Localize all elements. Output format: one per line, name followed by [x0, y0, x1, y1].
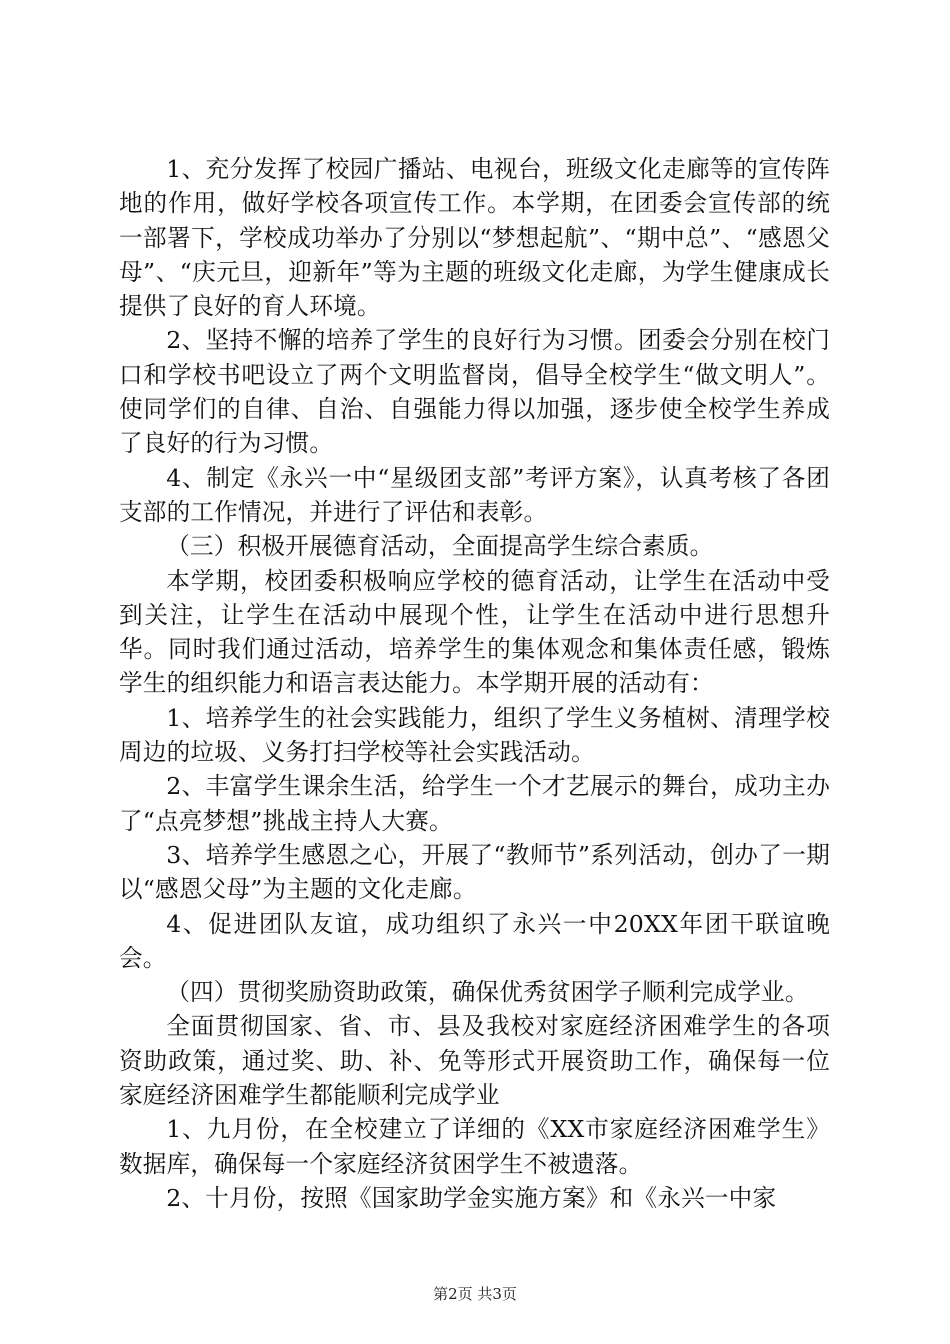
- page-number-footer: 第2页 共3页: [433, 1285, 517, 1303]
- paragraph-behavior-habits: 2、坚持不懈的培养了学生的良好行为习惯。团委会分别在校门口和学校书吧设立了两个文明监督岗，倡导全校学生“做文明人”。使同学们的自律、自治、自强能力得以加强，逐步使全校学生养成了良好的行为习惯。: [119, 326, 830, 458]
- paragraph-database: 1、九月份，在全校建立了详细的《XX市家庭经济困难学生》数据库，确保每一个家庭经济贫困学生不被遗落。: [119, 1115, 830, 1178]
- paragraph-party: 4、促进团队友谊，成功组织了永兴一中20XX年团干联谊晚会。: [119, 909, 830, 972]
- paragraph-promotion: 1、充分发挥了校园广播站、电视台，班级文化走廊等的宣传阵地的作用，做好学校各项宣传工作。本学期，在团委会宣传部的统一部署下，学校成功举办了分别以“梦想起航”、“期中总”、“感恩父母”、“庆元旦，迎新年”等为主题的班级文化走廊，为学生健康成长提供了良好的育人环境。: [119, 155, 830, 321]
- paragraph-social-practice: 1、培养学生的社会实践能力，组织了学生义务植树、清理学校周边的垃圾、义务打扫学校等社会实践活动。: [119, 703, 830, 767]
- paragraph-aid-policy: 全面贯彻国家、省、市、县及我校对家庭经济困难学生的各项资助政策，通过奖、助、补、免等形式开展资助工作，确保每一位家庭经济困难学生都能顺利完成学业: [119, 1012, 830, 1110]
- paragraph-host-contest: 2、丰富学生课余生活，给学生一个才艺展示的舞台，成功主办了“点亮梦想”挑战主持人大赛。: [119, 772, 830, 835]
- paragraph-star-branch: 4、制定《永兴一中“星级团支部”考评方案》，认真考核了各团支部的工作情况，并进行了评估和表彰。: [119, 463, 830, 526]
- section-heading-moral-activities: （三）积极开展德育活动，全面提高学生综合素质。: [166, 532, 714, 561]
- paragraph-gratitude: 3、培养学生感恩之心，开展了“教师节”系列活动，创办了一期以“感恩父母”为主题的文化走廊。: [119, 840, 830, 904]
- section-heading-financial-aid: （四）贯彻奖励资助政策，确保优秀贫困学子顺利完成学业。: [166, 978, 809, 1007]
- paragraph-grant-plan: 2、十月份，按照《国家助学金实施方案》和《永兴一中家: [166, 1183, 777, 1212]
- paragraph-moral-intro: 本学期，校团委积极响应学校的德育活动，让学生在活动中受到关注，让学生在活动中展现个性，让学生在活动中进行思想升华。同时我们通过活动，培养学生的集体观念和集体责任感，锻炼学生的组织能力和语言表达能力。本学期开展的活动有：: [119, 566, 830, 698]
- document-body: [119, 152, 830, 1215]
